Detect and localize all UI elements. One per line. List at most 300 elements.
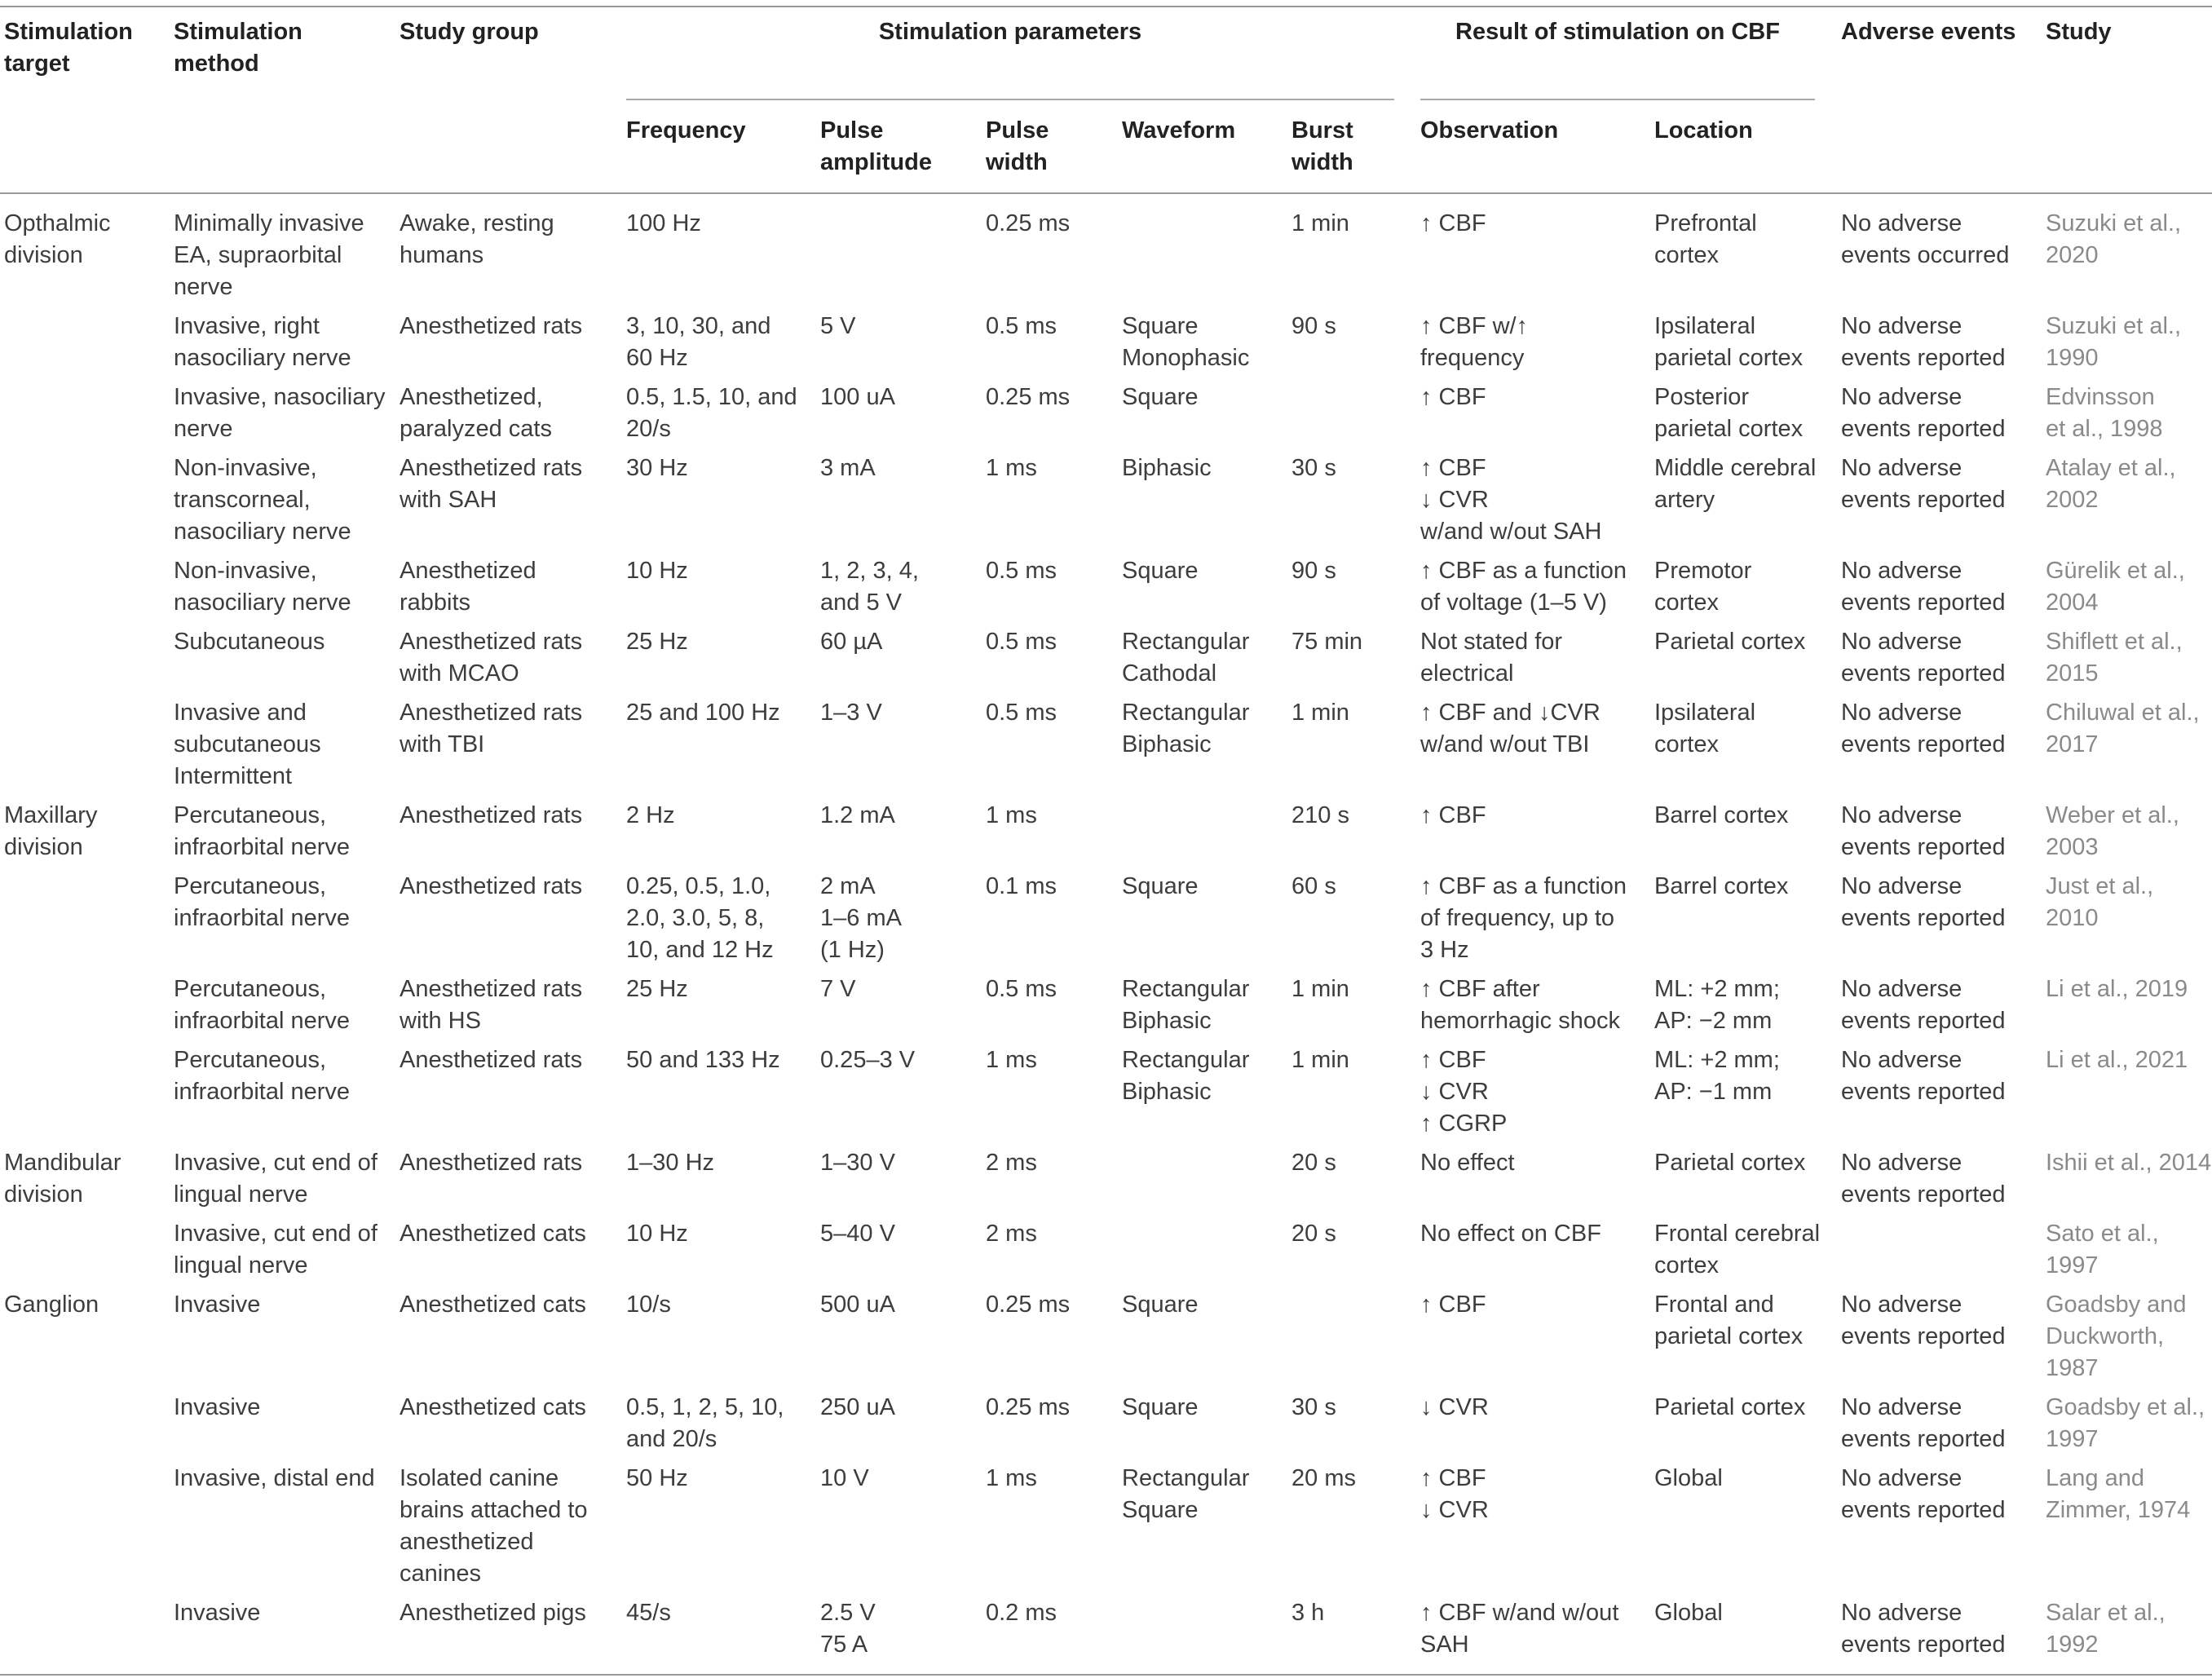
cell-study-line: Duckworth,: [2046, 1323, 2165, 1349]
cell-adverse: [1841, 1289, 2006, 1353]
cell-method: [174, 1597, 260, 1629]
cell-frequency: [626, 1463, 688, 1495]
cell-amplitude-line: and 5 V: [820, 590, 902, 616]
cell-amplitude: [820, 382, 895, 413]
cell-frequency-line: 0.25, 0.5, 1.0,: [626, 873, 771, 899]
cell-frequency-line: and 20/s: [626, 1426, 717, 1452]
cell-adverse: [1841, 626, 2006, 690]
cell-waveform-line: Monophasic: [1122, 345, 1250, 371]
cell-observation-line: ↑ CBF and ↓CVR: [1420, 700, 1600, 726]
cell-method-line: nasociliary nerve: [174, 519, 351, 545]
cell-observation: [1420, 1044, 1507, 1140]
cell-method-line: nerve: [174, 274, 233, 300]
cell-width: [986, 1289, 1070, 1321]
cell-burst-line: 75 min: [1291, 629, 1363, 655]
cell-target: [4, 1147, 121, 1211]
cell-observation-line: ↑ CGRP: [1420, 1111, 1508, 1137]
cell-waveform-line: Rectangular: [1122, 976, 1250, 1002]
cell-waveform: [1122, 1392, 1199, 1424]
cell-location-line: parietal cortex: [1654, 1323, 1804, 1349]
cell-group-line: Anesthetized rats: [400, 802, 583, 828]
cell-adverse-line: No adverse: [1841, 1150, 1963, 1176]
cell-method-line: Invasive: [174, 1394, 261, 1420]
cell-group: [400, 208, 554, 272]
cell-width-line: 0.5 ms: [986, 629, 1057, 655]
cell-adverse-line: events reported: [1841, 1426, 2006, 1452]
cell-observation-line: of frequency, up to: [1420, 905, 1615, 931]
cell-location: [1654, 1392, 1805, 1424]
cell-frequency-line: 25 Hz: [626, 976, 688, 1002]
cell-width-line: 1 ms: [986, 802, 1037, 828]
cell-frequency: [626, 382, 797, 445]
cell-location: [1654, 1044, 1780, 1108]
cell-frequency: [626, 974, 688, 1005]
cell-observation-line: ↑ CBF: [1420, 1292, 1486, 1318]
cell-method-line: Percutaneous,: [174, 802, 327, 828]
cell-burst: [1291, 1392, 1336, 1424]
cell-adverse: [1841, 1147, 2006, 1211]
cell-frequency: [626, 1597, 671, 1629]
cell-adverse: [1841, 382, 2006, 445]
cell-amplitude-line: 1–3 V: [820, 700, 882, 726]
cell-group-line: Anesthetized: [400, 558, 536, 584]
cell-group-line: with HS: [400, 1008, 481, 1034]
cell-study-line: Edvinsson: [2046, 384, 2155, 410]
cell-waveform-line: Square: [1122, 384, 1199, 410]
cell-method: [174, 208, 364, 303]
cell-study: [2046, 1463, 2190, 1526]
cell-study-line: 2004: [2046, 590, 2099, 616]
cell-amplitude-line: 5 V: [820, 313, 856, 339]
header-frequency-line: Frequency: [626, 117, 746, 144]
cell-adverse-line: events reported: [1841, 416, 2006, 442]
cell-amplitude: [820, 800, 895, 832]
cell-method: [174, 382, 386, 445]
cell-study-line: et al., 1998: [2046, 416, 2163, 442]
header-study-group-line: Study group: [400, 19, 539, 45]
cell-observation-line: ↑ CBF after: [1420, 976, 1540, 1002]
cell-study-line: Zimmer, 1974: [2046, 1497, 2191, 1523]
cell-waveform-line: Cathodal: [1122, 660, 1217, 687]
cell-observation: [1420, 1463, 1489, 1526]
cell-observation: [1420, 382, 1486, 413]
cell-method-line: Invasive and: [174, 700, 307, 726]
cell-burst-line: 1 min: [1291, 1047, 1349, 1073]
cell-location-line: ML: +2 mm;: [1654, 976, 1780, 1002]
cell-study: [2046, 626, 2183, 690]
cell-location: [1654, 453, 1816, 516]
cell-amplitude-line: 60 µA: [820, 629, 883, 655]
cell-group-line: Anesthetized rats: [400, 1150, 583, 1176]
cell-location-line: artery: [1654, 487, 1715, 513]
cell-observation-line: ↑ CBF: [1420, 802, 1486, 828]
cell-observation: [1420, 626, 1562, 690]
cell-study: [2046, 1218, 2159, 1282]
cell-group-line: Anesthetized rats: [400, 455, 583, 481]
cell-amplitude: [820, 1044, 915, 1076]
cell-method-line: Invasive, nasociliary: [174, 384, 386, 410]
cell-width-line: 0.2 ms: [986, 1600, 1057, 1626]
cell-method-line: Invasive: [174, 1292, 261, 1318]
cell-location: [1654, 555, 1751, 619]
cell-group-line: Anesthetized rats: [400, 976, 583, 1002]
cell-observation-line: ↓ CVR: [1420, 1497, 1489, 1523]
cell-observation-line: w/and w/out SAH: [1420, 519, 1602, 545]
cell-study: [2046, 871, 2153, 934]
cell-amplitude: [820, 1218, 895, 1250]
cell-frequency-line: 1–30 Hz: [626, 1150, 715, 1176]
cell-observation: [1420, 1392, 1489, 1424]
cell-adverse-line: events occurred: [1841, 242, 2010, 268]
cell-location-line: Ipsilateral: [1654, 700, 1756, 726]
cell-group-line: Anesthetized cats: [400, 1394, 586, 1420]
cell-observation-line: No effect on CBF: [1420, 1221, 1601, 1247]
cell-observation: [1420, 1289, 1486, 1321]
cell-study: [2046, 1289, 2187, 1384]
cell-amplitude-line: 1, 2, 3, 4,: [820, 558, 919, 584]
cell-observation: [1420, 871, 1627, 966]
cell-observation-line: ↓ CVR: [1420, 1079, 1489, 1105]
cell-location: [1654, 208, 1757, 272]
cell-study-line: Salar et al.,: [2046, 1600, 2166, 1626]
cell-frequency: [626, 626, 688, 658]
cell-method-line: Intermittent: [174, 763, 293, 789]
cell-adverse: [1841, 555, 2006, 619]
cell-frequency: [626, 1147, 714, 1179]
cell-study: [2046, 974, 2188, 1005]
cell-study: [2046, 1044, 2188, 1076]
cell-study-line: 1997: [2046, 1426, 2099, 1452]
cell-frequency: [626, 871, 774, 966]
cell-location-line: parietal cortex: [1654, 345, 1804, 371]
cell-group: [400, 1463, 588, 1590]
cell-group: [400, 974, 582, 1037]
cell-waveform: [1122, 974, 1249, 1037]
cell-study-line: Goadsby et al.,: [2046, 1394, 2205, 1420]
cell-method-line: transcorneal,: [174, 487, 311, 513]
cell-burst: [1291, 697, 1349, 729]
cell-width-line: 2 ms: [986, 1221, 1037, 1247]
cell-amplitude: [820, 1392, 895, 1424]
cell-study-line: 2002: [2046, 487, 2099, 513]
cell-group-line: paralyzed cats: [400, 416, 552, 442]
header-waveform-line: Waveform: [1122, 117, 1236, 144]
cell-waveform-line: Rectangular: [1122, 700, 1250, 726]
cell-observation-line: Not stated for: [1420, 629, 1563, 655]
cell-adverse-line: No adverse: [1841, 1465, 1963, 1491]
cell-adverse-line: events reported: [1841, 1323, 2006, 1349]
cell-observation-line: frequency: [1420, 345, 1525, 371]
cell-observation-line: ↑ CBF: [1420, 210, 1486, 236]
cell-method: [174, 1147, 377, 1211]
cell-burst: [1291, 626, 1362, 658]
cell-frequency-line: 10/s: [626, 1292, 671, 1318]
header-stimulation-target: [4, 16, 133, 80]
cell-group-line: Anesthetized cats: [400, 1292, 586, 1318]
cell-group-line: Anesthetized,: [400, 384, 543, 410]
cell-location-line: Posterior: [1654, 384, 1750, 410]
cell-method-line: infraorbital nerve: [174, 905, 350, 931]
cell-adverse-line: events reported: [1841, 487, 2006, 513]
cell-group-line: rabbits: [400, 590, 471, 616]
header-adverse-events: [1841, 16, 2016, 48]
cell-group-line: canines: [400, 1561, 481, 1587]
cell-waveform: [1122, 555, 1199, 587]
cell-group-line: Anesthetized pigs: [400, 1600, 586, 1626]
cell-frequency: [626, 1392, 784, 1455]
cell-observation-line: ↓ CVR: [1420, 1394, 1489, 1420]
cell-study-line: Li et al., 2021: [2046, 1047, 2188, 1073]
cell-group-line: Isolated canine: [400, 1465, 559, 1491]
cell-burst-line: 1 min: [1291, 210, 1349, 236]
cell-adverse: [1841, 208, 2009, 272]
cell-observation-line: hemorrhagic shock: [1420, 1008, 1620, 1034]
cell-amplitude: [820, 1289, 895, 1321]
cell-waveform-line: Square: [1122, 1497, 1199, 1523]
cell-method: [174, 1218, 377, 1282]
cell-burst: [1291, 453, 1336, 484]
table-bottom-rule: [0, 1674, 2212, 1676]
cell-amplitude-line: 1.2 mA: [820, 802, 895, 828]
cell-location-line: Parietal cortex: [1654, 1394, 1806, 1420]
cell-location: [1654, 1147, 1805, 1179]
cell-method-line: infraorbital nerve: [174, 1079, 350, 1105]
cell-width-line: 1 ms: [986, 455, 1037, 481]
cell-study-line: Atalay et al.,: [2046, 455, 2176, 481]
cell-burst-line: 1 min: [1291, 976, 1349, 1002]
cell-group: [400, 1044, 582, 1076]
cell-width: [986, 453, 1037, 484]
cell-adverse: [1841, 1597, 2006, 1661]
cell-method-line: Invasive: [174, 1600, 261, 1626]
cell-burst: [1291, 555, 1336, 587]
cell-location-line: cortex: [1654, 590, 1719, 616]
cell-amplitude-line: 500 uA: [820, 1292, 895, 1318]
header-pulse-amplitude-line: amplitude: [820, 149, 932, 175]
cell-frequency-line: 30 Hz: [626, 455, 688, 481]
cell-study-line: Goadsby and: [2046, 1292, 2187, 1318]
cell-target-line: Mandibular: [4, 1150, 121, 1176]
cell-study-line: 1990: [2046, 345, 2099, 371]
cell-location: [1654, 1289, 1803, 1353]
header-stimulation-method-line: Stimulation: [174, 19, 302, 45]
cell-width: [986, 208, 1070, 240]
cell-adverse-line: events reported: [1841, 905, 2006, 931]
cell-burst-line: 60 s: [1291, 873, 1336, 899]
cell-method-line: Invasive, cut end of: [174, 1150, 377, 1176]
cell-observation: [1420, 555, 1627, 619]
header-pulse-width-line: width: [986, 149, 1048, 175]
cell-group-line: brains attached to: [400, 1497, 588, 1523]
cell-burst-line: 20 s: [1291, 1150, 1336, 1176]
cell-adverse: [1841, 697, 2006, 761]
header-pulse-width-line: Pulse: [986, 117, 1049, 144]
cell-location-line: cortex: [1654, 1252, 1719, 1278]
cell-study: [2046, 453, 2176, 516]
cell-waveform-line: Square: [1122, 1394, 1199, 1420]
cell-frequency: [626, 1044, 780, 1076]
cell-location-line: Premotor: [1654, 558, 1752, 584]
cell-width: [986, 1044, 1037, 1076]
cell-observation-line: of voltage (1–5 V): [1420, 590, 1607, 616]
cell-study: [2046, 208, 2181, 272]
cell-frequency: [626, 555, 688, 587]
cell-study-line: 1987: [2046, 1355, 2099, 1381]
cell-group: [400, 453, 582, 516]
cell-burst-line: 20 s: [1291, 1221, 1336, 1247]
cell-study-line: Shiflett et al.,: [2046, 629, 2183, 655]
cell-target: [4, 800, 97, 863]
cell-adverse-line: events reported: [1841, 1632, 2006, 1658]
cell-waveform-line: Rectangular: [1122, 629, 1250, 655]
cell-burst: [1291, 800, 1349, 832]
cell-waveform: [1122, 1289, 1199, 1321]
cell-waveform-line: Square: [1122, 1292, 1199, 1318]
cell-frequency-line: 10, and 12 Hz: [626, 937, 774, 963]
cell-width-line: 2 ms: [986, 1150, 1037, 1176]
cell-burst-line: 30 s: [1291, 1394, 1336, 1420]
cell-amplitude-line: 5–40 V: [820, 1221, 895, 1247]
cell-width-line: 1 ms: [986, 1465, 1037, 1491]
header-pulse-amplitude: [820, 115, 932, 179]
cell-study-line: Just et al.,: [2046, 873, 2154, 899]
cell-target-line: Ganglion: [4, 1292, 99, 1318]
cell-amplitude-line: (1 Hz): [820, 937, 885, 963]
cell-width-line: 0.5 ms: [986, 558, 1057, 584]
cell-target-line: division: [4, 1181, 83, 1208]
cell-method: [174, 1044, 350, 1108]
cell-target-line: division: [4, 242, 83, 268]
header-burst-width-line: Burst: [1291, 117, 1353, 144]
cell-width-line: 0.5 ms: [986, 976, 1057, 1002]
cell-method: [174, 1463, 375, 1495]
cell-burst: [1291, 974, 1349, 1005]
cell-study-line: Lang and: [2046, 1465, 2144, 1491]
cell-method-line: nasociliary nerve: [174, 345, 351, 371]
cell-method-line: Percutaneous,: [174, 1047, 327, 1073]
cell-observation-line: 3 Hz: [1420, 937, 1469, 963]
cell-adverse-line: events reported: [1841, 834, 2006, 860]
cell-adverse-line: No adverse: [1841, 210, 1963, 236]
cell-amplitude: [820, 555, 919, 619]
cell-method: [174, 626, 325, 658]
header-burst-width-line: width: [1291, 149, 1353, 175]
cell-location-line: AP: −1 mm: [1654, 1079, 1773, 1105]
cell-group-line: with TBI: [400, 731, 485, 757]
cell-group-line: Anesthetized rats: [400, 700, 583, 726]
cell-width-line: 0.25 ms: [986, 1394, 1071, 1420]
header-adverse-events-line: Adverse events: [1841, 19, 2016, 45]
cell-group-line: with SAH: [400, 487, 497, 513]
cell-method-line: Non-invasive,: [174, 558, 317, 584]
cell-frequency-line: 60 Hz: [626, 345, 688, 371]
cell-study: [2046, 555, 2185, 619]
cell-observation-line: No effect: [1420, 1150, 1515, 1176]
cell-adverse: [1841, 974, 2006, 1037]
header-location-line: Location: [1654, 117, 1753, 144]
cell-adverse-line: No adverse: [1841, 976, 1963, 1002]
cell-width-line: 0.5 ms: [986, 700, 1057, 726]
cell-burst: [1291, 871, 1336, 903]
cell-burst: [1291, 1463, 1356, 1495]
cell-observation: [1420, 974, 1620, 1037]
cell-group: [400, 697, 582, 761]
cell-burst-line: 90 s: [1291, 313, 1336, 339]
cell-frequency-line: 10 Hz: [626, 558, 688, 584]
cell-amplitude-line: 7 V: [820, 976, 856, 1002]
cell-width: [986, 1597, 1057, 1629]
cell-adverse-line: No adverse: [1841, 1394, 1963, 1420]
header-pulse-width: [986, 115, 1049, 179]
cell-frequency-line: 0.5, 1.5, 10, and: [626, 384, 797, 410]
cell-frequency-line: 0.5, 1, 2, 5, 10,: [626, 1394, 784, 1420]
cell-target: [4, 208, 111, 272]
cell-burst-line: 20 ms: [1291, 1465, 1356, 1491]
cell-method-line: subcutaneous: [174, 731, 321, 757]
cell-group: [400, 555, 536, 619]
cell-method: [174, 974, 350, 1037]
cell-frequency: [626, 800, 675, 832]
header-bottom-rule: [0, 192, 2212, 194]
cell-waveform-line: Biphasic: [1122, 1008, 1212, 1034]
cell-observation: [1420, 453, 1601, 548]
cell-location-line: cortex: [1654, 731, 1719, 757]
cell-waveform-line: Biphasic: [1122, 731, 1212, 757]
cell-method-line: nasociliary nerve: [174, 590, 351, 616]
cell-waveform-line: Square: [1122, 558, 1199, 584]
cell-waveform-line: Square: [1122, 313, 1199, 339]
cell-waveform: [1122, 871, 1199, 903]
cell-frequency-line: 3, 10, 30, and: [626, 313, 771, 339]
cell-group-line: Anesthetized rats: [400, 1047, 583, 1073]
cell-burst-line: 90 s: [1291, 558, 1336, 584]
cell-frequency: [626, 1218, 688, 1250]
cell-study-line: Gürelik et al.,: [2046, 558, 2185, 584]
cell-location-line: AP: −2 mm: [1654, 1008, 1773, 1034]
cell-adverse-line: events reported: [1841, 590, 2006, 616]
cell-observation: [1420, 311, 1528, 374]
cell-adverse-line: No adverse: [1841, 873, 1963, 899]
cell-adverse: [1841, 1044, 2006, 1108]
cell-amplitude-line: 1–30 V: [820, 1150, 895, 1176]
cell-observation: [1420, 800, 1486, 832]
cell-burst: [1291, 1044, 1349, 1076]
cell-observation-line: ↑ CBF as a function: [1420, 558, 1627, 584]
cell-width-line: 0.25 ms: [986, 1292, 1071, 1318]
cell-adverse-line: No adverse: [1841, 802, 1963, 828]
cell-location-line: parietal cortex: [1654, 416, 1804, 442]
cell-burst-line: 1 min: [1291, 700, 1349, 726]
cell-width-line: 0.5 ms: [986, 313, 1057, 339]
cell-adverse: [1841, 453, 2006, 516]
header-result-of-stimulation-line: Result of stimulation on CBF: [1455, 19, 1780, 45]
result-subrule: [1420, 99, 1815, 100]
cell-amplitude: [820, 626, 882, 658]
cell-group-line: anesthetized: [400, 1529, 534, 1555]
cell-location-line: Global: [1654, 1465, 1723, 1491]
cell-adverse-line: No adverse: [1841, 1292, 1963, 1318]
cell-waveform-line: Biphasic: [1122, 1079, 1212, 1105]
cell-group-line: Awake, resting: [400, 210, 554, 236]
cell-location: [1654, 1597, 1723, 1629]
cell-observation-line: ↑ CBF: [1420, 1465, 1486, 1491]
cell-amplitude-line: 250 uA: [820, 1394, 895, 1420]
cell-amplitude: [820, 697, 882, 729]
cell-location: [1654, 974, 1780, 1037]
cell-group-line: Anesthetized rats: [400, 873, 583, 899]
cell-amplitude-line: 75 A: [820, 1632, 868, 1658]
cell-width: [986, 1463, 1037, 1495]
